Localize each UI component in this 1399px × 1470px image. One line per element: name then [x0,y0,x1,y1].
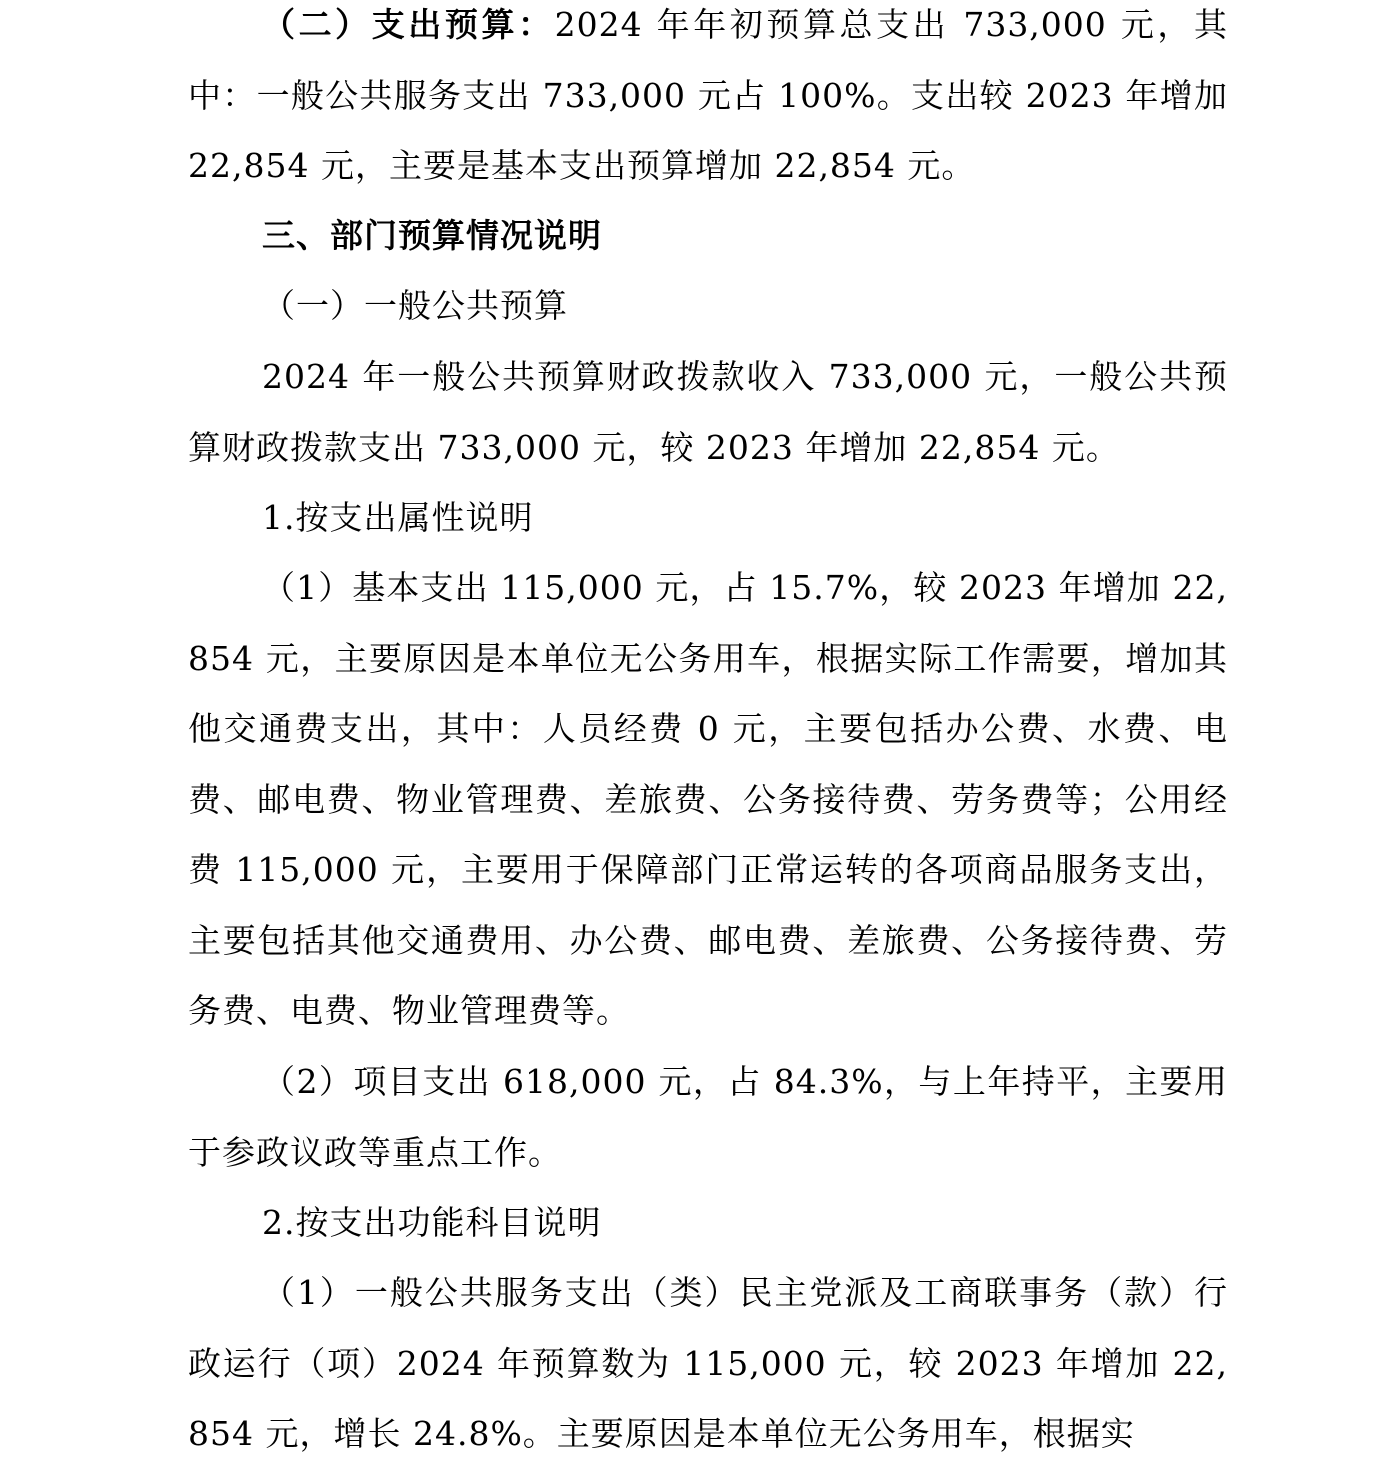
expenditure-budget-lead: （二）支出预算： [262,5,555,44]
subsection-heading-general-public-budget: （一）一般公共预算 [262,286,568,325]
item-heading-by-attribute: 1.按支出属性说明 [262,498,534,537]
paragraph-expenditure-budget [188,0,1228,202]
paragraph-basic-expenditure: （1）基本支出 115,000 元，占 15.7%，较 2023 年增加 22,854 元，主要原因是本单位无公务用车，根据实际工作需要，增加其他交通费支出，其中：人员经费 0 元，主要包括办公费、水费、电费、邮电费、物业管理费、差旅费、公务接待费、劳务费等；公用经费 115,000 元，主要用于保障部门正常运转的各项商品服务支出，主要包括其他交通费用、办公费、邮电费、差旅费、公务接待费、劳务费、电费、物业管理费等。 [188,568,1228,1030]
section-heading-department-budget: 三、部门预算情况说明 [262,216,602,255]
expenditure-budget-text: 2024 年年初预算总支出 733,000 元，其中：一般公共服务支出 733,000 元占 100%。支出较 2023 年增加 22,854 元，主要是基本支出预算增加 22,854 元。 [188,5,1229,185]
paragraph-general-public-budget: 2024 年一般公共预算财政拨款收入 733,000 元，一般公共预算财政拨款支出 733,000 元，较 2023 年增加 22,854 元。 [188,357,1228,467]
item-heading-by-function: 2.按支出功能科目说明 [262,1203,602,1242]
paragraph-project-expenditure: （2）项目支出 618,000 元，占 84.3%，与上年持平，主要用于参政议政等重点工作。 [188,1062,1228,1172]
paragraph-functional-classification: （1）一般公共服务支出（类）民主党派及工商联事务（款）行政运行（项）2024 年预算数为 115,000 元，较 2023 年增加 22,854 元，增长 24.8%。主要原因是本单位无公务用车，根据实 [188,1273,1228,1453]
